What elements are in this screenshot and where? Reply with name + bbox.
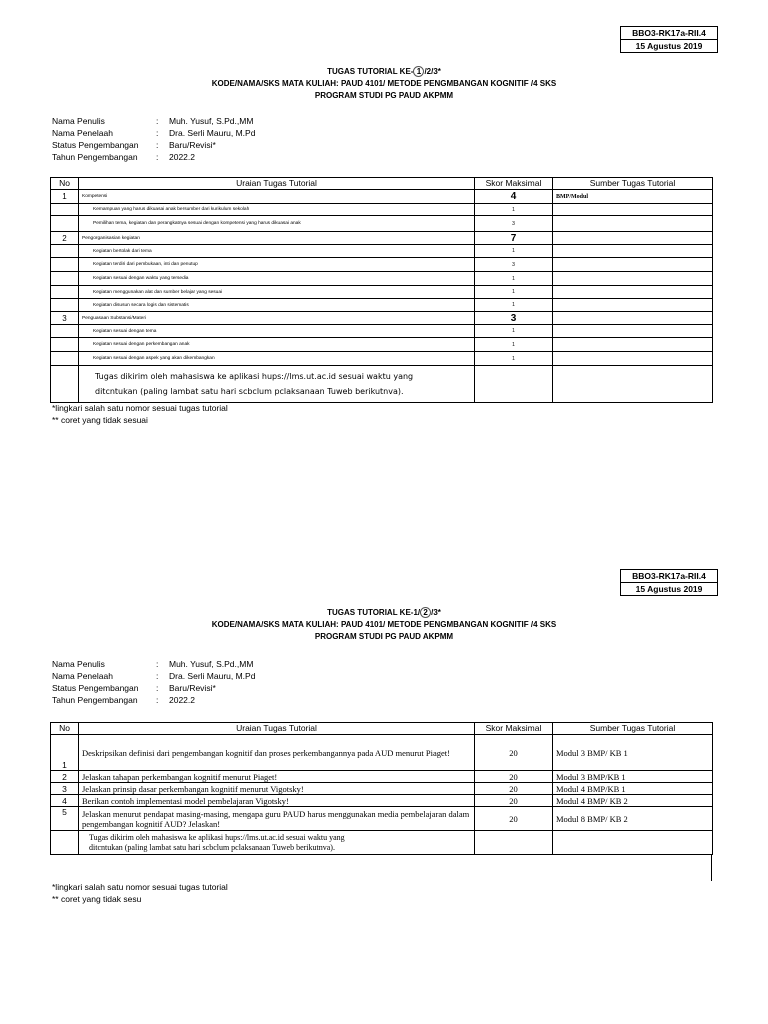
meta-row: Nama Penelaah : Dra. Serli Mauru, M.Pd [52, 128, 256, 138]
document-date: 15 Agustus 2019 [621, 39, 717, 52]
table-row: Kegiatan menggunakan alat dan sumber belajar yang sesuai 1 [51, 286, 713, 299]
meta-row: Status Pengembangan : Baru/Revisi* [52, 683, 216, 693]
header-no: No [51, 178, 79, 190]
table-row: Kemampuan yang harus dikuasai anak bersumber dari kurikulum sekolah 1 [51, 204, 713, 216]
meta-row: Tahun Pengembangan : 2022.2 [52, 695, 195, 705]
table-row: Kegiatan disusun secara logis dan sistematis 1 [51, 299, 713, 312]
circled-number: 1 [413, 66, 424, 77]
footnote-circle: *lingkari salah satu nomor sesuai tugas tutorial [52, 882, 228, 892]
author-meta [52, 658, 255, 706]
course-line: KODE/NAMA/SKS MATA KULIAH: PAUD 4101/ METODE PENGMBANGAN KOGNITIF /4 SKS [211, 620, 557, 629]
table-row: 2 Pengorganisasian kegiatan 7 [51, 232, 713, 245]
table-row: Kegiatan sesuai dengan tema 1 [51, 325, 713, 338]
header-description: Uraian Tugas Tutorial [79, 178, 475, 190]
document-date: 15 Agustus 2019 [621, 582, 717, 595]
header-source: Sumber Tugas Tutorial [553, 178, 713, 190]
footnotes [52, 881, 228, 905]
submission-note-row [51, 831, 713, 855]
table-edge-line [711, 855, 712, 881]
program-line: PROGRAM STUDI PG PAUD AKPMM [314, 632, 454, 641]
meta-row: Nama Penulis : Muh. Yusuf, S.Pd.,MM [52, 116, 254, 126]
header-max-score: Skor Maksimal [475, 178, 553, 190]
circled-number: 2 [420, 607, 431, 618]
page-title: TUGAS TUTORIAL KE- 1 /2/3* [327, 67, 441, 76]
header-max-score: Skor Maksimal [475, 723, 553, 735]
course-line: KODE/NAMA/SKS MATA KULIAH: PAUD 4101/ METODE PENGMBANGAN KOGNITIF /4 SKS [211, 79, 557, 88]
table-row: Kegiatan sesuai dengan aspek yang akan dikembangkan 1 [51, 352, 713, 366]
table-row: 4 Berikan contoh implementasi model pembelajaran Vigotsky! 20 Modul 4 BMP/ KB 2 [51, 795, 713, 807]
meta-row: Status Pengembangan : Baru/Revisi* [52, 140, 216, 150]
table-row: 2 Jelaskan tahapan perkembangan kognitif menurut Piaget! 20 Modul 3 BMP/KB 1 [51, 771, 713, 783]
table-row: Kegiatan bertolak dari tema 1 [51, 245, 713, 258]
table-row: 3 Penguasaan Substansi/Materi 3 [51, 312, 713, 325]
meta-row: Nama Penelaah : Dra. Serli Mauru, M.Pd [52, 671, 256, 681]
table-row: 1 Kompetensi 4 BMP/Modul [51, 190, 713, 204]
meta-row: Tahun Pengembangan : 2022.2 [52, 152, 195, 162]
header-source: Sumber Tugas Tutorial [553, 723, 713, 735]
table-row: 1 Deskripsikan definisi dari pengembangan kognitif dan proses perkembangannya pada AUD menurut Piaget! 20 Modul 3 BMP/ KB 1 [51, 735, 713, 771]
footnote-strike: ** coret yang tidak sesuai [52, 415, 148, 425]
header-no: No [51, 723, 79, 735]
program-line: PROGRAM STUDI PG PAUD AKPMM [314, 91, 454, 100]
title-block [0, 607, 768, 643]
table-header-row [51, 723, 713, 735]
table-row: 3 Jelaskan prinsip dasar perkembangan kognitif menurut Vigotsky! 20 Modul 4 BMP/KB 1 [51, 783, 713, 795]
header-description: Uraian Tugas Tutorial [79, 723, 475, 735]
table-row: Kegiatan sesuai dengan perkembangan anak 1 [51, 338, 713, 352]
table-row: Pemilihan tema, kegiatan dan perangkatnya sesuai dengan kompetensi yang harus dikuasai anak 3 [51, 216, 713, 232]
table-row: Kegiatan terdiri dari pembukaan, inti dan penutup 3 [51, 258, 713, 272]
submission-note: Tugas dikirim oleh mahasiswa ke aplikasi hups://lms.ut.ac.id sesuai waktu yang ditcntukan (paling lambat satu hari scbclum pclaksanaan Tuweb berikutnva). [79, 366, 475, 403]
document-code: BBO3-RK17a-RII.4 [632, 571, 706, 581]
footnote-circle: *lingkari salah satu nomor sesuai tugas tutorial [52, 403, 228, 413]
page-title: TUGAS TUTORIAL KE-1/ 2 /3* [327, 608, 441, 617]
document-code-box [620, 569, 718, 596]
document-code: BBO3-RK17a-RII.4 [632, 28, 706, 38]
table-row: Kegiatan sesuai dengan waktu yang tersedia 1 [51, 272, 713, 286]
footnote-strike: ** coret yang tidak sesu [52, 894, 142, 904]
meta-row: Nama Penulis : Muh. Yusuf, S.Pd.,MM [52, 659, 254, 669]
submission-note: Tugas dikirim oleh mahasiswa ke aplikasi hups://lms.ut.ac.id sesuai waktu yang ditcntukan (paling lambat satu hari scbclum pclaksanaan Tuweb berikutnva). [79, 831, 475, 855]
table-row: 5 Jelaskan menurut pendapat masing-masing, mengapa guru PAUD harus menggunakan media pembelajaran dalam pengembangan kognitif AUD? Jelaskan! 20 Modul 8 BMP/ KB 2 [51, 807, 713, 831]
task-table [50, 722, 713, 855]
